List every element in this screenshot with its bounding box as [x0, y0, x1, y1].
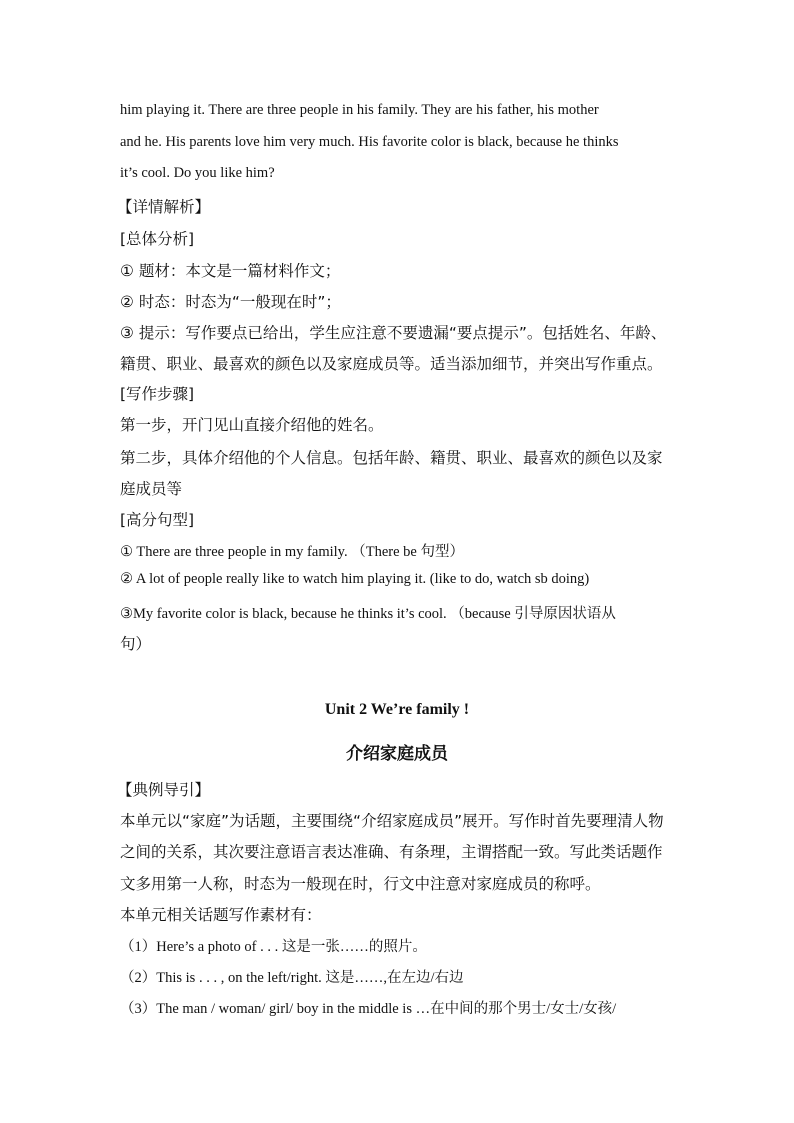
- sentence-pattern: ① There are three people in my family. （There be 句型）: [120, 544, 464, 560]
- guide-paragraph-line: 之间的关系，其次要注意语言表达准确、有条理，主谓搭配一致。写此类话题作: [120, 843, 663, 861]
- guide-paragraph-line: 文多用第一人称，时态为一般现在时，行文中注意对家庭成员的称呼。: [120, 875, 601, 893]
- analysis-item: ① 题材：本文是一篇材料作文；: [120, 262, 341, 280]
- material-item: （1）Here’s a photo of . . . 这是一张……的照片。: [120, 939, 427, 955]
- overall-analysis-label: [总体分析]: [120, 230, 195, 248]
- sentence-pattern: ③My favorite color is black, because he thinks it’s cool. （because 引导原因状语从: [120, 606, 616, 622]
- high-score-sentences-label: [高分句型]: [120, 511, 195, 529]
- material-item: （3）The man / woman/ girl/ boy in the middle is …在中间的那个男士/女士/女孩/: [120, 1001, 617, 1017]
- writing-step-continued: 庭成员等: [120, 480, 183, 498]
- analysis-item: ② 时态：时态为“一般现在时”；: [120, 293, 341, 311]
- essay-line: it’s cool. Do you like him?: [120, 165, 275, 181]
- analysis-item-continued: 籍贯、职业、最喜欢的颜色以及家庭成员等。适当添加细节，并突出写作重点。: [120, 355, 663, 373]
- unit-subtitle: 介绍家庭成员: [346, 744, 448, 764]
- sentence-pattern: ② A lot of people really like to watch him playing it. (like to do, watch sb doing): [120, 571, 590, 587]
- section-heading-guide: 【典例导引】: [117, 781, 211, 799]
- essay-line: him playing it. There are three people in his family. They are his father, his mother: [120, 102, 599, 118]
- essay-line: and he. His parents love him very much. His favorite color is black, because he thinks: [120, 134, 619, 150]
- writing-step: 第二步，具体介绍他的个人信息。包括年龄、籍贯、职业、最喜欢的颜色以及家: [120, 449, 663, 467]
- materials-label: 本单元相关话题写作素材有：: [120, 906, 322, 924]
- unit-title: Unit 2 We’re family !: [324, 701, 470, 718]
- material-item: （2）This is . . . , on the left/right. 这是……,在左边/右边: [120, 970, 464, 986]
- sentence-pattern-continued: 句）: [120, 635, 152, 653]
- writing-step: 第一步，开门见山直接介绍他的姓名。: [120, 416, 384, 434]
- section-heading-analysis: 【详情解析】: [117, 198, 211, 216]
- guide-paragraph-line: 本单元以“家庭”为话题，主要围绕“介绍家庭成员”展开。写作时首先要理清人物: [120, 812, 664, 830]
- writing-steps-label: [写作步骤]: [120, 385, 195, 403]
- analysis-item: ③ 提示：写作要点已给出，学生应注意不要遗漏“要点提示”。包括姓名、年龄、: [120, 324, 667, 342]
